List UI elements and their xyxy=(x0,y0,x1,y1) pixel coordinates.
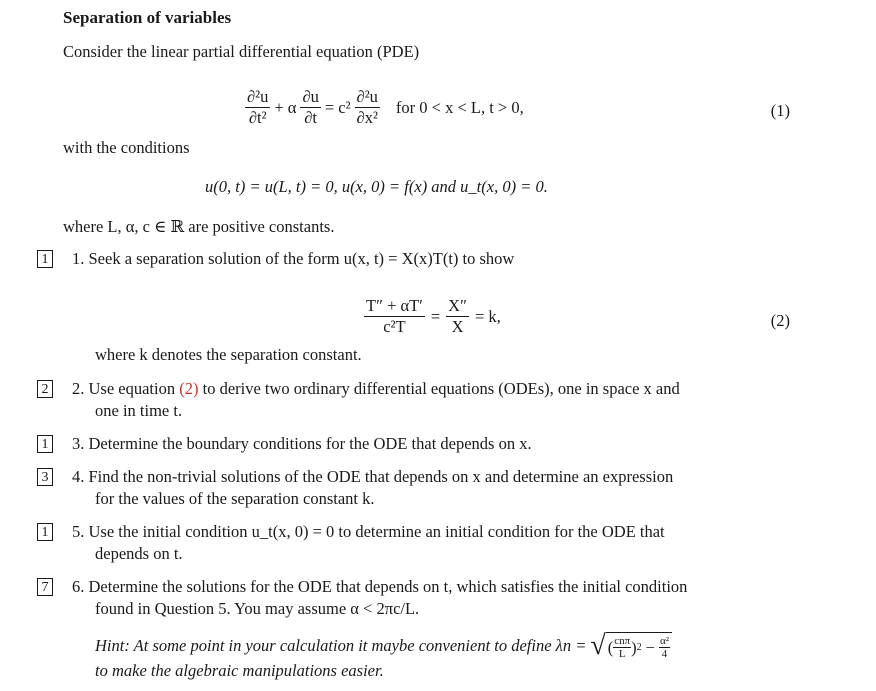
marks-box-q6: 7 xyxy=(37,578,53,596)
eq2-tail: = k, xyxy=(474,306,501,326)
eq1-equals: = c² xyxy=(324,97,351,117)
equation-2-ref[interactable]: (2) xyxy=(179,379,199,398)
equation-2-number: (2) xyxy=(770,311,790,330)
marks-box-q2: 2 xyxy=(37,380,53,398)
page-title: Separation of variables xyxy=(63,8,232,27)
eq1-term1: $\frac{\text{∂²u}}{\text{∂t²}}$ xyxy=(247,87,269,128)
question-6-cont: found in Question 5. You may assume α < 2πc/L. xyxy=(95,599,420,618)
eq1-domain: for 0 < x < L, t > 0, xyxy=(395,97,524,117)
eq1-term2: $\frac{\partial u}{\partial t}$ xyxy=(302,87,319,128)
question-1: 1. Seek a separation solution of the form u(x, t) = X(x)T(t) to show xyxy=(72,249,515,268)
question-2-cont: one in time t. xyxy=(95,401,183,420)
question-4: 4. Find the non-trivial solutions of the ODE that depends on x and determine an expression xyxy=(72,467,674,486)
question-5-cont: depends on t. xyxy=(95,544,183,563)
marks-box-q1: 1 xyxy=(37,250,53,268)
eq2-left: $\frac{T'' + \alpha T'}{\text{c²T}}$ xyxy=(366,296,423,337)
marks-box-q3: 1 xyxy=(37,435,53,453)
equation-1 xyxy=(243,88,524,127)
hint-line-2: to make the algebraic manipulations easier. xyxy=(95,661,384,680)
intro-text: Consider the linear partial differential equation (PDE) xyxy=(63,42,420,61)
eq1-rhs: $\frac{\text{∂²u}}{\text{∂x²}}$ xyxy=(356,87,378,128)
marks-box-q4: 3 xyxy=(37,468,53,486)
eq2-equals: = xyxy=(430,306,441,326)
hint-line-1: Hint: At some point in your calculation it maybe convenient to define λn = √ ( $\frac{\text{cnπ}}{L}$ ) 2 − $\frac{\text{α²}}{4}$ xyxy=(95,632,672,660)
with-conditions-text: with the conditions xyxy=(63,138,190,157)
question-6: 6. Determine the solutions for the ODE that depends on t, which satisfies the initial condition xyxy=(72,577,688,596)
equation-2 xyxy=(362,297,501,336)
question-4-cont: for the values of the separation constant k. xyxy=(95,489,375,508)
equation-1-number: (1) xyxy=(770,101,790,120)
eq2-mid: $\frac{X''}{X}$ xyxy=(448,296,467,337)
constants-note: where L, α, c ∈ ℝ are positive constants. xyxy=(63,217,335,236)
separation-constant-note: where k denotes the separation constant. xyxy=(95,345,362,364)
question-3: 3. Determine the boundary conditions for the ODE that depends on x. xyxy=(72,434,532,453)
eq1-plus: + α xyxy=(274,97,297,117)
question-5: 5. Use the initial condition u_t(x, 0) = 0 to determine an initial condition for the ODE that xyxy=(72,522,665,541)
marks-box-q5: 1 xyxy=(37,523,53,541)
hint-sqrt: √ ( $\frac{\text{cnπ}}{L}$ ) 2 − $\frac{\text{α²}}{4}$ xyxy=(590,632,672,660)
boundary-conditions: u(0, t) = u(L, t) = 0, u(x, 0) = f(x) and u_t(x, 0) = 0. xyxy=(205,177,548,196)
question-2: 2. Use equation (2) to derive two ordinary differential equations (ODEs), one in space x and xyxy=(72,379,680,398)
